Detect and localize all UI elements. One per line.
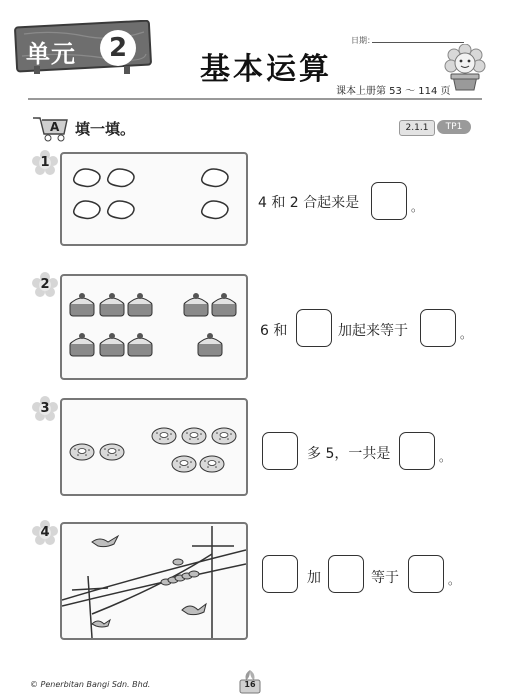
question-2-answer-box-2[interactable] <box>420 309 456 347</box>
question-3-text: 多 5，一共是 <box>307 446 391 462</box>
donut-group-icon <box>62 400 246 494</box>
question-2-period: 。 <box>460 327 473 341</box>
question-3-image-frame <box>60 398 248 496</box>
question-1-image-frame <box>60 152 248 246</box>
question-3-answer-box-1[interactable] <box>262 432 298 470</box>
cupcake-group-icon <box>62 276 246 378</box>
birds-on-wire-icon <box>62 524 246 638</box>
page-title: 基本运算 <box>200 52 332 87</box>
question-4-answer-box-1[interactable] <box>262 555 298 593</box>
question-number-4: 4 <box>40 525 50 540</box>
question-3-period: 。 <box>439 450 452 464</box>
question-number-2: 2 <box>40 277 50 292</box>
question-4-period: 。 <box>448 573 461 587</box>
question-1-text: 4 和 2 合起来是 <box>258 195 360 211</box>
wheelbarrow-a-icon <box>30 112 70 142</box>
copyright-text: © Penerbitan Bangi Sdn. Bhd. <box>30 680 151 689</box>
skill-code-badge: 2.1.1 <box>399 120 435 136</box>
tp-level-badge: TP1 <box>437 120 471 134</box>
section-letter: A <box>50 120 60 134</box>
textbook-reference: 课本上册第 53 ～ 114 页 <box>336 86 451 97</box>
date-label: 日期： <box>351 36 375 45</box>
page-number: 16 <box>244 680 256 689</box>
question-1-period: 。 <box>411 200 424 214</box>
question-number-3: 3 <box>40 401 50 416</box>
question-1-answer-box[interactable] <box>371 182 407 220</box>
question-number-1: 1 <box>40 155 50 170</box>
question-2-answer-box-1[interactable] <box>296 309 332 347</box>
unit-label: 单元 <box>26 40 76 68</box>
question-4-text-b: 等于 <box>371 570 399 586</box>
section-title: 填一填。 <box>75 120 136 138</box>
mango-group-icon <box>62 154 246 244</box>
date-line <box>372 42 464 43</box>
question-4-answer-box-2[interactable] <box>328 555 364 593</box>
question-4-text-a: 加 <box>307 570 321 586</box>
question-4-image-frame <box>60 522 248 640</box>
question-3-answer-box-2[interactable] <box>399 432 435 470</box>
question-2-text-b: 加起来等于 <box>338 323 408 339</box>
unit-number: 2 <box>100 30 136 66</box>
question-2-image-frame <box>60 274 248 380</box>
header-divider <box>28 98 482 100</box>
question-2-text-a: 6 和 <box>260 323 288 339</box>
question-4-answer-box-3[interactable] <box>408 555 444 593</box>
